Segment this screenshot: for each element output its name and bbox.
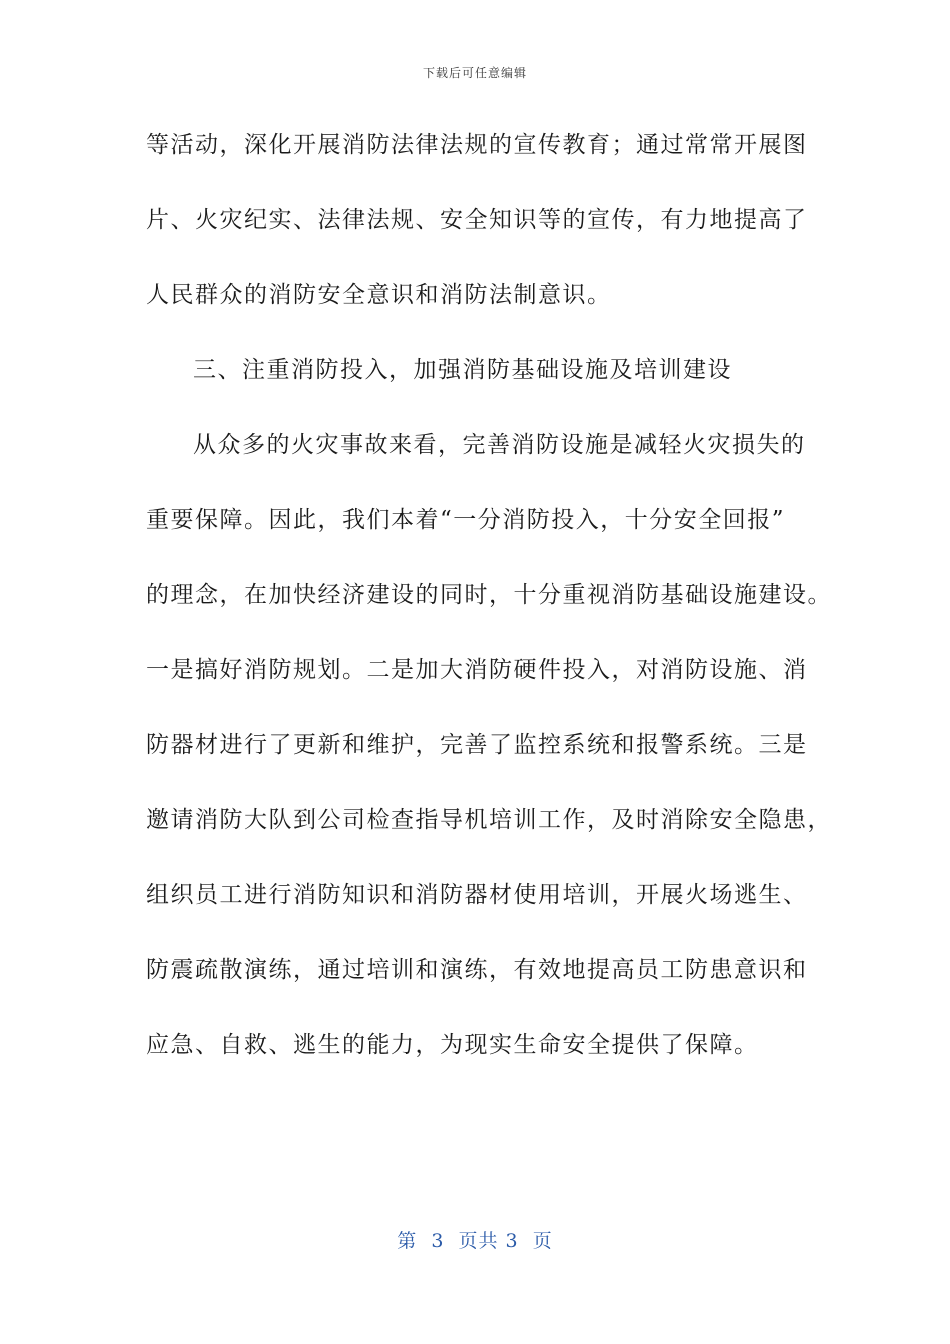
- body-line: 邀请消防大队到公司检查指导机培训工作，及时消除安全隐患，: [146, 807, 832, 833]
- body-line: 等活动，深化开展消防法律法规的宣传教育；通过常常开展图: [146, 132, 808, 158]
- body-line: 片、火灾纪实、法律法规、安全知识等的宣传，有力地提高了: [146, 207, 808, 233]
- body-line: 防震疏散演练，通过培训和演练，有效地提高员工防患意识和: [146, 957, 808, 983]
- body-line: 一是搞好消防规划。二是加大消防硬件投入，对消防设施、消: [146, 657, 808, 683]
- body-line: 应急、自救、逃生的能力，为现实生命安全提供了保障。: [146, 1032, 759, 1058]
- body-line: 重要保障。因此，我们本着“一分消防投入，十分安全回报”: [146, 507, 786, 533]
- section-heading: 三、注重消防投入，加强消防基础设施及培训建设: [193, 357, 732, 383]
- page-number-footer: 第 3 页共 3 页: [397, 1230, 553, 1252]
- body-line: 组织员工进行消防知识和消防器材使用培训，开展火场逃生、: [146, 882, 808, 908]
- paragraph-start-line: 从众多的火灾事故来看，完善消防设施是减轻火灾损失的: [193, 432, 806, 458]
- document-body: [146, 122, 832, 1097]
- body-line: 人民群众的消防安全意识和消防法制意识。: [146, 282, 612, 308]
- body-line: 的理念，在加快经济建设的同时，十分重视消防基础设施建设。: [146, 582, 832, 608]
- header-note: 下载后可任意编辑: [422, 66, 527, 80]
- body-line: 防器材进行了更新和维护，完善了监控系统和报警系统。三是: [146, 732, 808, 758]
